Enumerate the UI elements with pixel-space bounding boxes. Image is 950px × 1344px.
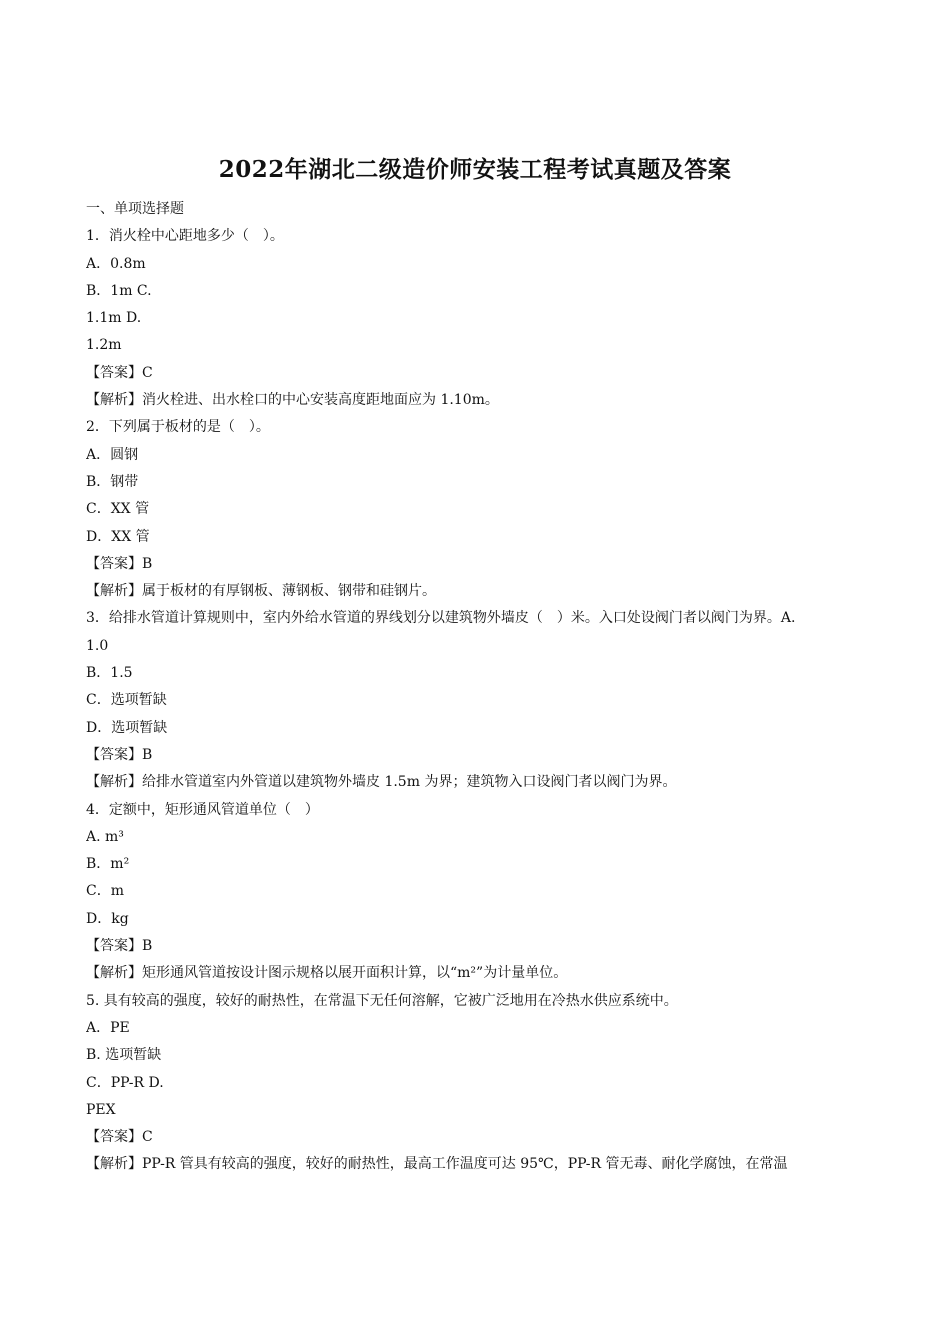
- text-line: C．PP-R D.: [86, 1074, 164, 1091]
- text-line: D．选项暂缺: [86, 719, 168, 736]
- text-line: 【答案】B: [86, 938, 153, 955]
- text-line: 1.0: [86, 637, 109, 654]
- text-line: 1.2m: [86, 337, 122, 354]
- text-line: B．m²: [86, 856, 130, 873]
- text-line: 【解析】给排水管道室内外管道以建筑物外墙皮 1.5m 为界；建筑物入口设阀门者以阀门为界。: [86, 774, 677, 791]
- text-line: 1．消火栓中心距地多少（ ）。: [86, 228, 284, 245]
- text-line: A．0.8m: [86, 255, 146, 272]
- text-line: 【答案】C: [86, 1129, 153, 1146]
- text-line: B. 选项暂缺: [86, 1047, 162, 1064]
- text-line: 【答案】B: [86, 555, 153, 572]
- text-line: 【答案】C: [86, 364, 153, 381]
- text-line: B．钢带: [86, 473, 139, 490]
- text-line: C．m: [86, 883, 124, 900]
- text-line: D．kg: [86, 910, 129, 927]
- document-title: 2022年湖北二级造价师安装工程考试真题及答案: [218, 156, 732, 183]
- text-line: 【答案】B: [86, 746, 153, 763]
- text-line: 4．定额中，矩形通风管道单位（ ）: [86, 801, 319, 818]
- text-line: D．XX 管: [86, 528, 150, 545]
- text-line: A．圆钢: [86, 446, 139, 463]
- text-line: 【解析】消火栓进、出水栓口的中心安装高度距地面应为 1.10m。: [86, 392, 499, 409]
- document-body: [86, 196, 886, 1179]
- text-line: A．PE: [86, 1019, 130, 1036]
- text-line: A. m³: [86, 828, 124, 845]
- text-line: PEX: [86, 1101, 116, 1118]
- text-line: 一、单项选择题: [86, 201, 184, 217]
- text-line: 3．给排水管道计算规则中，室内外给水管道的界线划分以建筑物外墙皮（ ）米。入口处设阀门者以阀门为界。A.: [86, 610, 796, 627]
- text-line: C．选项暂缺: [86, 692, 167, 709]
- text-line: B．1.5: [86, 665, 133, 682]
- text-line: 【解析】属于板材的有厚钢板、薄钢板、钢带和硅钢片。: [86, 583, 436, 600]
- text-line: 【解析】矩形通风管道按设计图示规格以展开面积计算，以“m²”为计量单位。: [86, 965, 568, 982]
- text-line: 【解析】PP-R 管具有较高的强度，较好的耐热性，最高工作温度可达 95℃，PP-R 管无毒、耐化学腐蚀，在常温: [86, 1156, 788, 1173]
- text-line: B．1m C.: [86, 282, 152, 299]
- text-line: 2．下列属于板材的是（ ）。: [86, 419, 270, 436]
- text-line: 5. 具有较高的强度，较好的耐热性，在常温下无任何溶解，它被广泛地用在冷热水供应系统中。: [86, 992, 678, 1009]
- text-line: 1.1m D.: [86, 310, 142, 327]
- text-line: C．XX 管: [86, 501, 150, 518]
